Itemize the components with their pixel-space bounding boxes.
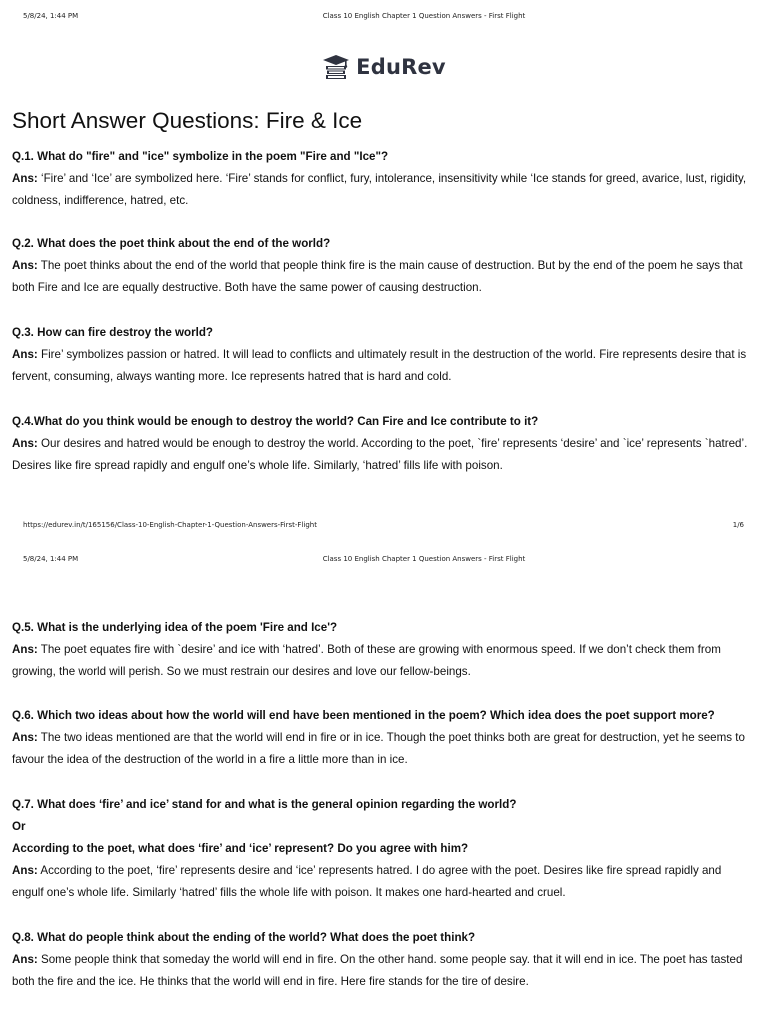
qa-item-6 [12,705,752,771]
answer-label: Ans: [12,348,38,361]
page-url[interactable]: https://edurev.in/t/165156/Class-10-English-Chapter-1-Question-Answers-First-Flight [23,521,317,529]
answer-5 [12,639,752,683]
qa-item-3 [12,322,752,388]
answer-label: Ans: [12,953,38,966]
answer-text: Our desires and hatred would be enough to destroy the world. According to the poet, `fire’ represents ‘desire’ and `ice’ represents `hatred’. Desires like fire spread rapidly and engulf one’s whole life. Similarly, ‘hatred’ fills life with poison. [12,437,748,472]
answer-label: Ans: [12,643,38,656]
question-7-alt: According to the poet, what does ‘fire’ and ‘ice’ represent? Do you agree with him? [12,842,469,855]
logo-text: EduRev [356,55,446,79]
answer-7 [12,860,752,904]
print-header [0,12,768,26]
print-date: 5/8/24, 1:44 PM [23,12,79,20]
qa-item-8 [12,927,752,993]
answer-text: The two ideas mentioned are that the world will end in fire or in ice. Though the poet thinks both are great for destruction, yet he seems to favour the idea of the destruction of the world in a fire a little more than in ice. [12,731,745,766]
qa-item-4 [12,411,752,477]
answer-text: According to the poet, ‘fire’ represents desire and ‘ice’ represents hatred. I do agree with the poet. Desires like fire spread rapidly and engulf one’s whole life. Similarly ‘hatred’ fills the whole life with poison. It makes one hard-hearted and cruel. [12,864,722,899]
print-footer [0,521,768,535]
question-2: Q.2. What does the poet think about the end of the world? [12,237,331,250]
answer-text: The poet thinks about the end of the world that people think fire is the main cause of destruction. But by the end of the poem he says that both Fire and Ice are equally destructive. Both have the same power of causing destruction. [12,259,743,294]
qa-item-7 [12,794,752,904]
question-4: Q.4.What do you think would be enough to destroy the world? Can Fire and Ice contribute to it? [12,415,539,428]
qa-item-2 [12,233,752,299]
answer-text: The poet equates fire with `desire’ and ice with ‘hatred’. Both of these are growing with enormous speed. If we don’t check them from growing, the world will perish. So we must restrain our desires and love our fellow-beings. [12,643,721,678]
print-date: 5/8/24, 1:44 PM [23,555,79,563]
question-6: Q.6. Which two ideas about how the world will end have been mentioned in the poem? Which idea does the poet support more? [12,709,715,722]
graduation-cap-books-icon [322,54,350,80]
answer-label: Ans: [12,437,38,450]
print-title: Class 10 English Chapter 1 Question Answers - First Flight [322,555,526,563]
answer-text: Some people think that someday the world will end in fire. On the other hand. some people say. that it will end in ice. The poet has tasted both the fire and the ice. He thinks that the world will end in fire. Here fire stands for the tire of desire. [12,953,743,988]
answer-text: Fire’ symbolizes passion or hatred. It will lead to conflicts and ultimately result in the destruction of the world. Fire represents desire that is fervent, consuming, always wanting more. Ice represents hatred that is hard and cold. [12,348,747,383]
question-5: Q.5. What is the underlying idea of the poem 'Fire and Ice'? [12,621,338,634]
answer-3 [12,344,752,388]
answer-6 [12,727,752,771]
question-1: Q.1. What do "fire" and "ice" symbolize in the poem "Fire and "Ice"? [12,150,389,163]
question-7-or: Or [12,820,26,833]
print-title: Class 10 English Chapter 1 Question Answers - First Flight [322,12,526,20]
answer-2 [12,255,752,299]
answer-1 [12,168,752,212]
answer-label: Ans: [12,731,38,744]
print-header-page-2 [0,555,768,569]
qa-item-5 [12,617,752,683]
question-3: Q.3. How can fire destroy the world? [12,326,213,339]
answer-text: ‘Fire’ and ‘Ice’ are symbolized here. ‘Fire’ stands for conflict, fury, intolerance, insensitivity while ‘Ice stands for greed, avarice, lust, rigidity, coldness, indifference, hatred, etc. [12,172,747,207]
page-title: Short Answer Questions: Fire & Ice [12,108,363,133]
edurev-logo[interactable] [0,54,768,80]
answer-label: Ans: [12,259,38,272]
answer-label: Ans: [12,864,38,877]
page-number: 1/6 [732,521,744,529]
question-8: Q.8. What do people think about the ending of the world? What does the poet think? [12,931,476,944]
answer-label: Ans: [12,172,38,185]
answer-4 [12,433,752,477]
answer-8 [12,949,752,993]
qa-item-1 [12,146,752,212]
question-7: Q.7. What does ‘fire’ and ice’ stand for and what is the general opinion regarding the world? [12,798,517,811]
